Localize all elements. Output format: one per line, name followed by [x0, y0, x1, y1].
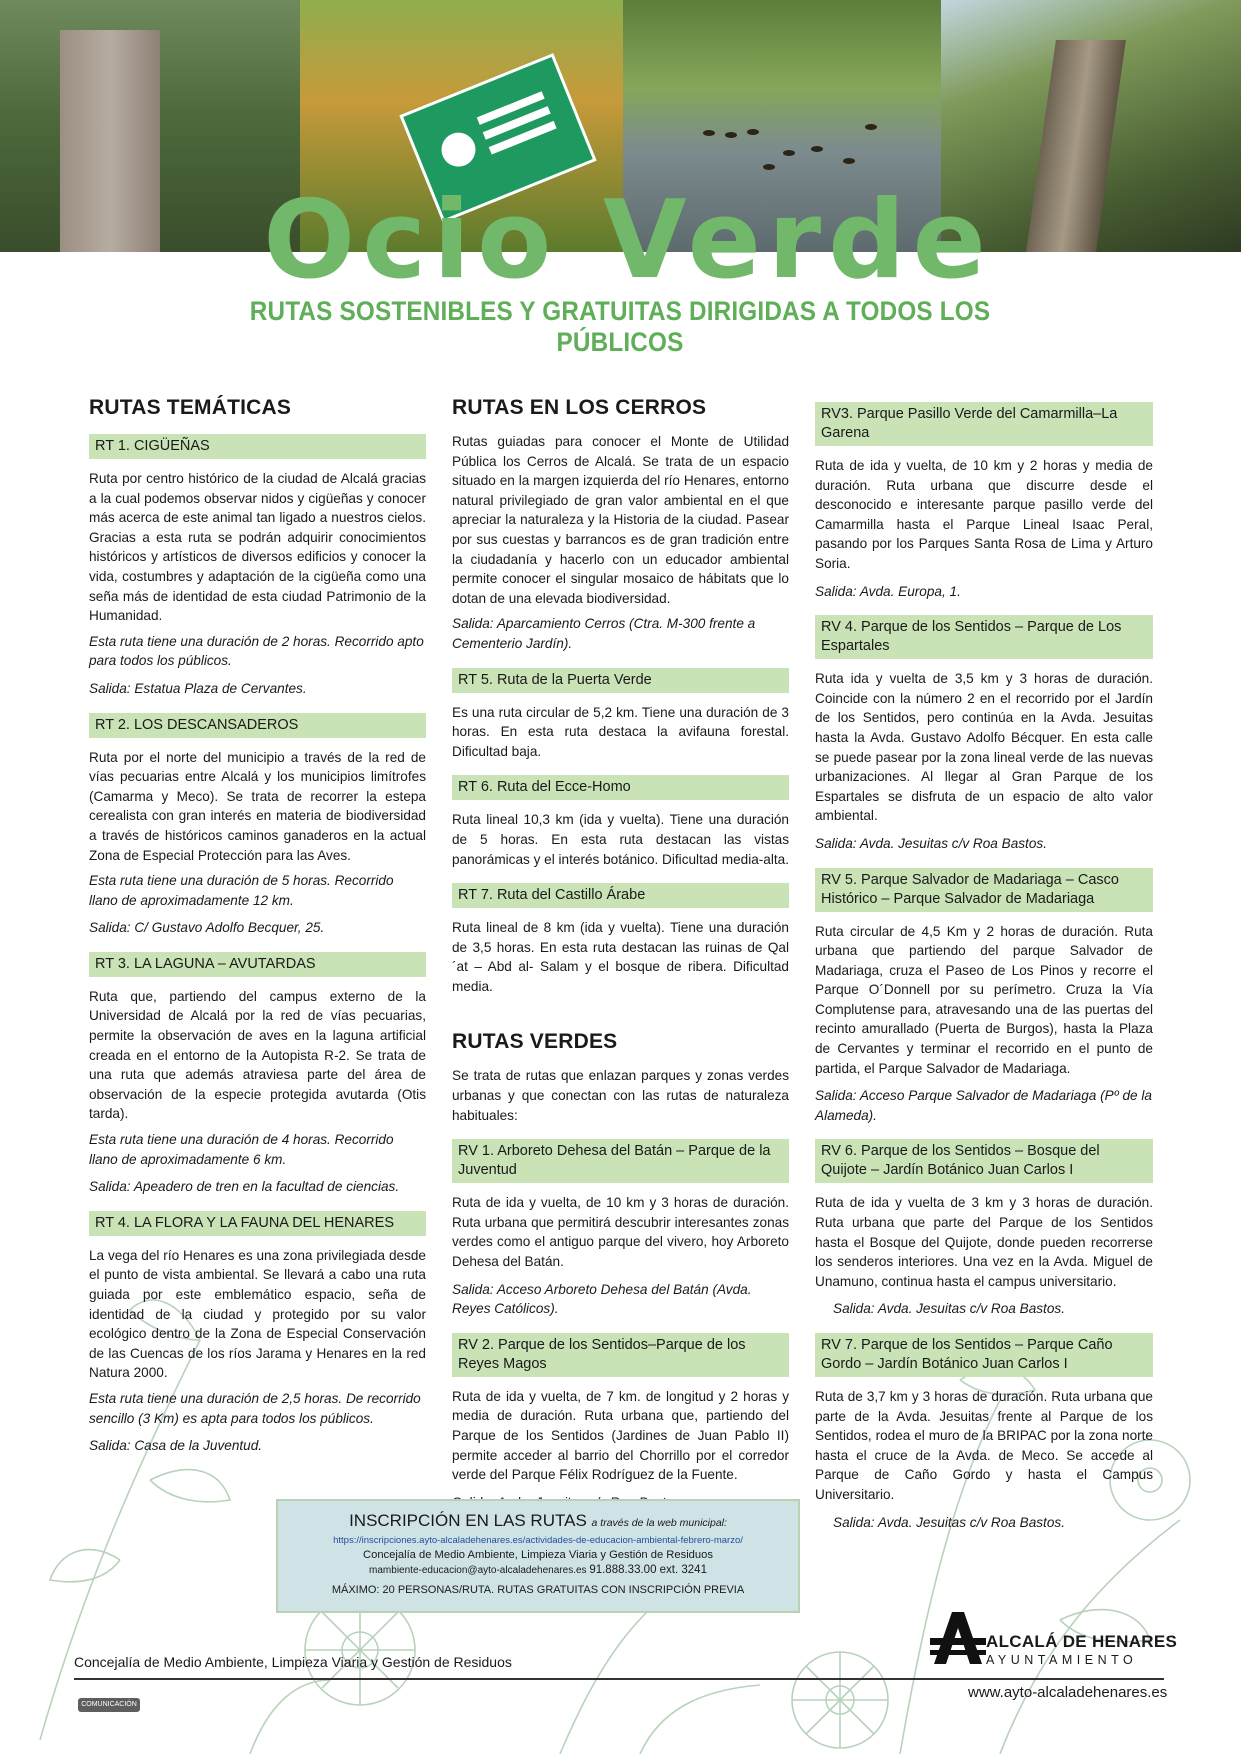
route-text-rv5: Ruta circular de 4,5 Km y 2 horas de duración. Ruta urbana que partiendo del parque Salvador de Madariaga, cruza el Paseo de Los Pinos y recorre el Parque O´Donnell por su perímetro. Cruza la Vía Complutense para, atravesando una de las puertas del recinto amurallado (Puerta de Burgos), hasta la Plaza de Cervantes y terminar el recorrido en el punto de partida, el Parque Salvador de Madariaga. [815, 923, 1153, 1076]
inscription-phone: 91.888.33.00 ext. 3241 [589, 1564, 707, 1576]
alcala-logo-icon [930, 1608, 986, 1666]
route-note-rt1: Esta ruta tiene una duración de 2 horas. Recorrido apto para todos los públicos. [89, 633, 424, 669]
route-salida-rv7: Salida: Avda. Jesuitas c/v Roa Bastos. [833, 1514, 1065, 1530]
inscription-concejalia: Concejalía de Medio Ambiente, Limpieza Viaria y Gestión de Residuos [363, 1549, 713, 1561]
website-link[interactable]: www.ayto-alcaladehenares.es [968, 1684, 1168, 1701]
route-text-rv7: Ruta de 3,7 km y 3 horas de duración. Ruta urbana que parte de la Avda. Jesuitas frente al Parque de los Sentidos, rodea el muro de la BRIPAC por la zona norte hasta el cruce de la Avda. de Meco. Se accede al Parque de Caño Gordo y hasta el Campus Universitario. [815, 1389, 1153, 1502]
route-salida-rt2: Salida: C/ Gustavo Adolfo Becquer, 25. [89, 920, 325, 936]
route-head-rv2: RV 2. Parque de los Sentidos–Parque de los Reyes Magos [452, 1333, 789, 1377]
cerros-intro: Rutas guiadas para conocer el Monte de Utilidad Pública los Cerros de Alcalá. Se trata de un espacio situado en la margen izquierda del río Henares, entorno natural privilegiado de gran valor ambiental en el que apreciar la naturaleza y la Historia de la ciudad. Pasear por sus cuestas y barrancos es de gran tradición entre la ciudadanía y hacerlo con un educador ambiental permite conocer el singular mosaico de hábitats que lo dotan de una elevada biodiversidad. [452, 434, 789, 606]
route-head-rt6: RT 6. Ruta del Ecce-Homo [452, 775, 789, 800]
route-head-rt2: RT 2. LOS DESCANSADEROS [89, 713, 426, 738]
comunicacion-badge: COMUNICACIÓN [78, 1698, 140, 1712]
verdes-intro: Se trata de rutas que enlazan parques y zonas verdes urbanas y que conectan con las rutas de naturaleza habituales: [452, 1068, 789, 1123]
route-salida-rv1: Salida: Acceso Arboreto Dehesa del Batán (Avda. Reyes Católicos). [452, 1281, 752, 1317]
route-salida-rt3: Salida: Apeadero de tren en la facultad de ciencias. [89, 1179, 400, 1195]
route-head-rt7: RT 7. Ruta del Castillo Árabe [452, 883, 789, 908]
route-head-rt5: RT 5. Ruta de la Puerta Verde [452, 668, 789, 693]
inscription-title: INSCRIPCIÓN EN LAS RUTAS [349, 1511, 587, 1530]
section-title-cerros: RUTAS EN LOS CERROS [452, 396, 707, 419]
cerros-salida: Salida: Aparcamiento Cerros (Ctra. M-300 frente a Cementerio Jardín). [452, 616, 756, 651]
route-head-rv4: RV 4. Parque de los Sentidos – Parque de Los Espartales [815, 615, 1153, 659]
logo-sub: AYUNTAMIENTO [986, 1653, 1138, 1667]
route-salida-rt4: Salida: Casa de la Juventud. [89, 1438, 263, 1454]
route-text-rt4: La vega del río Henares es una zona privilegiada desde el punto de vista ambiental. Se llevará a cabo una ruta guiada por este emblemático espacio, seña de identidad de la ciudad y protegido por su valor ecológico dentro de la Zona de Especial Conservación de las Cuencas de los ríos Jarama y Henares en la red Natura 2000. [89, 1247, 426, 1381]
route-note-rt4: Esta ruta tiene una duración de 2,5 horas. De recorrido sencillo (3 Km) es apta para todos los públicos. [89, 1390, 421, 1426]
inscription-via: a través de la web municipal: [591, 1517, 727, 1529]
footer-divider [74, 1678, 1164, 1680]
inscription-box [276, 1499, 800, 1613]
route-text-rv1: Ruta de ida y vuelta, de 10 km y 3 horas de duración. Ruta urbana que permitirá descubrir interesantes zonas verdes como el antiguo parque del vivero, hoy Arboreto Dehesa del Batán. [452, 1195, 789, 1270]
route-text-rt2: Ruta por el norte del municipio a través de la red de vías pecuarias entre Alcalá y los municipios limítrofes (Camarma y Meco). Se trata de recorrer la estepa cerealista con gran interés en materia de biodiversidad a través de históricos caminos ganaderos en la actual Zona de Especial Protección para las Aves. [89, 749, 426, 863]
route-head-rt3: RT 3. LA LAGUNA – AVUTARDAS [89, 952, 426, 977]
route-head-rv7: RV 7. Parque de los Sentidos – Parque Caño Gordo – Jardín Botánico Juan Carlos I [815, 1333, 1153, 1377]
route-text-rv3: Ruta de ida y vuelta, de 10 km y 2 horas y media de duración. Ruta urbana que discurre desde el desconocido e interesante parque pasillo verde del Camarmilla hasta el Parque Lineal Isaac Peral, pasando por los Parques Santa Rosa de Lima y Arturo Soria. [815, 458, 1153, 571]
column-rutas-verdes-cont [815, 402, 1153, 1538]
route-text-rv2: Ruta de ida y vuelta, de 7 km. de longitud y 2 horas y media de duración. Ruta urbana que, partiendo del Parque de los Sentidos (Jardines de Juan Pablo II) permite acceder al barrio del Chorrillo por el corredor verde del Parque Félix Rodríguez de la Fuente. [452, 1388, 789, 1483]
route-salida-rv5: Salida: Acceso Parque Salvador de Madariaga (Pº de la Alameda). [815, 1088, 1152, 1123]
inscription-maximo: MÁXIMO: 20 PERSONAS/RUTA. RUTAS GRATUITAS CON INSCRIPCIÓN PREVIA [331, 1584, 745, 1596]
route-salida-rv6: Salida: Avda. Jesuitas c/v Roa Bastos. [833, 1301, 1065, 1317]
inscription-url-link[interactable]: https://inscripciones.ayto-alcaladehenares.es/actividades-de-educacion-ambiental-febrero-marzo/ [333, 1535, 743, 1546]
route-head-rt4: RT 4. LA FLORA Y LA FAUNA DEL HENARES [89, 1211, 426, 1236]
page-subtitle: RUTAS SOSTENIBLES Y GRATUITAS DIRIGIDAS A TODOS LOS PÚBLICOS [249, 296, 991, 357]
column-rutas-cerros-verdes [452, 396, 789, 1518]
column-rutas-tematicas [89, 396, 426, 1462]
route-text-rt3: Ruta que, partiendo del campus externo de la Universidad de Alcalá por la red de vías pecuarias, permite la observación de aves en la laguna artificial creada en el entorno de la Autopista R-2. Se trata de una ruta que además atraviesa parte del área de observación de la especie protegida avutarda (Otis tarda). [89, 988, 426, 1122]
route-text-rv4: Ruta ida y vuelta de 3,5 km y 3 horas de duración. Coincide con la número 2 en el recorrido por el Jardín de los Sentidos, pero continúa en la Avda. Jesuitas hasta la Avda. Gustavo Adolfo Bécquer. En esta calle se puede pasear por la zona lineal verde de las nuevas urbanizaciones. Al llegar al Gran Parque de los Espartales se disfruta de un espacio de alto valor ambiental. [815, 671, 1153, 824]
inscription-title-line [278, 1511, 798, 1531]
route-head-rv1: RV 1. Arboreto Dehesa del Batán – Parque de la Juventud [452, 1139, 789, 1183]
route-head-rt1: RT 1. CIGÜEÑAS [89, 434, 426, 459]
inscription-contact [278, 1564, 798, 1576]
inscription-email[interactable]: mambiente-educacion@ayto-alcaladehenares.es [369, 1565, 587, 1576]
route-salida-rt1: Salida: Estatua Plaza de Cervantes. [89, 680, 307, 696]
section-title-tematicas: RUTAS TEMÁTICAS [89, 396, 292, 419]
route-salida-rv4: Salida: Avda. Jesuitas c/v Roa Bastos. [815, 835, 1047, 851]
logo-name: ALCALÁ DE HENARES [986, 1632, 1178, 1651]
route-head-rv6: RV 6. Parque de los Sentidos – Bosque del Quijote – Jardín Botánico Juan Carlos I [815, 1139, 1153, 1183]
route-text-rt6: Ruta lineal 10,3 km (ida y vuelta). Tiene una duración de 5 horas. En esta ruta destacan las vistas panorámicas y el interés botánico. Dificultad media-alta. [452, 812, 789, 867]
section-title-verdes: RUTAS VERDES [452, 1030, 618, 1054]
route-head-rv5: RV 5. Parque Salvador de Madariaga – Casco Histórico – Parque Salvador de Madariaga [815, 868, 1153, 912]
footer-concejalia: Concejalía de Medio Ambiente, Limpieza Viaria y Gestión de Residuos [74, 1654, 512, 1670]
route-note-rt3: Esta ruta tiene una duración de 4 horas. Recorrido llano de aproximadamente 6 km. [89, 1132, 394, 1167]
route-text-rv6: Ruta de ida y vuelta de 3 km y 3 horas de duración. Ruta urbana que parte del Parque de los Sentidos hasta el Bosque del Quijote, donde pueden recorrerse los senderos interiores. Una vez en la Avda. Miguel de Unamuno, continua hasta el campus universitario. [815, 1195, 1153, 1289]
route-text-rt1: Ruta por centro histórico de la ciudad de Alcalá gracias a la cual podemos observar nidos y cigüeñas y conocer más acerca de este animal tan ligado a nuestros cielos. Gracias a esta ruta se podrán adquirir conocimientos históricos y artísticos de diversos edificios y conocer la vida, costumbres y adaptación de la cigüeña como una seña más de identidad de esta ciudad Patrimonio de la Humanidad. [89, 471, 426, 624]
route-head-rv3: RV3. Parque Pasillo Verde del Camarmilla–La Garena [815, 402, 1153, 446]
route-note-rt2: Esta ruta tiene una duración de 5 horas. Recorrido llano de aproximadamente 12 km. [89, 873, 394, 908]
route-text-rt5: Es una ruta circular de 5,2 km. Tiene una duración de 3 horas. En esta ruta destaca la avifauna forestal. Dificultad baja. [452, 704, 789, 759]
route-text-rt7: Ruta lineal de 8 km (ida y vuelta). Tiene una duración de 3,5 horas. En esta ruta destacan las ruinas de Qal´at – Abd al- Salam y el bosque de ribera. Dificultad media. [452, 920, 789, 994]
page-title: Ocio Verde [263, 178, 993, 303]
route-salida-rv3: Salida: Avda. Europa, 1. [815, 583, 961, 599]
